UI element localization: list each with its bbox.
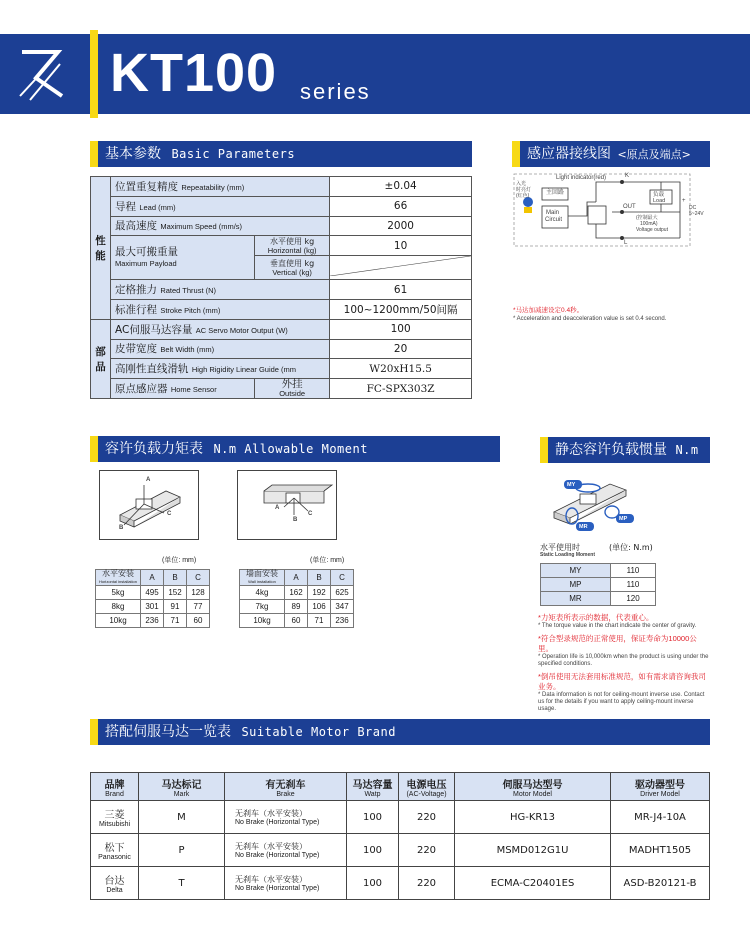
- mark-cell: P: [139, 834, 225, 867]
- param-value-empty: [330, 256, 472, 280]
- diagram-main-en1: Main: [546, 210, 560, 216]
- diagram-voltage-label: Voltage output: [636, 227, 668, 233]
- param-value: 10: [330, 236, 472, 256]
- header-accent-bar: [90, 30, 98, 118]
- brake-cell: 无刹车（水平安装） No Brake (Horizontal Type): [225, 867, 347, 900]
- diagram-light-label: Light indicator(red): [556, 175, 607, 181]
- param-value: 100: [330, 319, 472, 339]
- volt-cell: 220: [399, 867, 455, 900]
- table-row: 7kg 89 106 347: [240, 600, 354, 614]
- watt-cell: 100: [347, 834, 399, 867]
- product-title: KT100: [110, 43, 278, 103]
- table-header: 马达容量 Watp: [347, 773, 399, 801]
- table-header: 伺服马达型号 Motor Model: [455, 773, 611, 801]
- table-row: [91, 379, 472, 399]
- param-label: 高刚性直线滑轨 High Rigidity Linear Guide (mm: [111, 359, 330, 379]
- param-label: 最大可搬重量 Maximum Payload: [111, 236, 255, 280]
- mark-cell: M: [139, 801, 225, 834]
- brand-cell: 松下 Panasonic: [91, 834, 139, 867]
- diagram-b-label: B: [293, 517, 298, 523]
- section-sensor-wiring: [512, 141, 710, 167]
- diagram-input-label: 入光: [516, 181, 527, 187]
- diagram-a-label: A: [146, 477, 151, 483]
- param-label: 标准行程 Stroke Pitch (mm): [111, 299, 330, 319]
- brake-cell: 无刹车（水平安装） No Brake (Horizontal Type): [225, 801, 347, 834]
- table-header: 马达标记 Mark: [139, 773, 225, 801]
- brake-cell: 无刹车（水平安装） No Brake (Horizontal Type): [225, 834, 347, 867]
- table-row: MP 110: [541, 578, 656, 592]
- side-label-performance: 性能: [91, 177, 111, 320]
- static-unit: (单位: N.m): [609, 543, 653, 552]
- sensor-note-en: * Acceleration and deacceleration value is set 0.4 second.: [513, 316, 667, 322]
- note-cn: *力矩表所表示的数据，代表重心。: [538, 613, 654, 622]
- static-notes: [538, 613, 710, 713]
- table-row: [91, 216, 472, 236]
- table-header: 水平安装 Horizontal installation: [96, 570, 141, 586]
- diagram-a-label: A: [275, 505, 280, 511]
- diagram-out-label: OUT: [623, 204, 636, 210]
- volt-cell: 220: [399, 801, 455, 834]
- driver-model-cell: MR-J4-10A: [611, 801, 710, 834]
- table-header: 墙面安装 Wall installation: [240, 570, 285, 586]
- diagram-l-label: L: [624, 240, 628, 246]
- my-label: MY: [567, 482, 576, 488]
- note-en: * The torque value in the chart indicate the center of gravity.: [538, 623, 697, 629]
- mp-label: MP: [619, 516, 628, 522]
- param-value: 20: [330, 339, 472, 359]
- table-row: [91, 867, 710, 900]
- wall-moment-table: [239, 569, 354, 628]
- diagram-input-label-3: (红色): [516, 193, 530, 199]
- section-title-cn: 容许负载力矩表: [105, 441, 203, 457]
- table-header: A: [141, 570, 164, 586]
- table-header: B: [164, 570, 187, 586]
- motor-model-cell: MSMD012G1U: [455, 834, 611, 867]
- sensor-wiring-diagram: [512, 172, 710, 250]
- diagram-load-en: Load: [653, 198, 666, 204]
- table-row: [91, 339, 472, 359]
- table-header: 驱动器型号 Driver Model: [611, 773, 710, 801]
- section-title-cn: 搭配伺服马达一览表: [105, 724, 231, 740]
- param-value: 100~1200mm/50间隔: [330, 299, 472, 319]
- note-cn: *倒吊使用无法套用标准规范，如有需求请咨询我司业务。: [538, 672, 706, 691]
- diagram-main-en2: Circuit: [545, 217, 563, 223]
- product-subtitle: series: [300, 79, 371, 104]
- side-label-parts: 部品: [91, 319, 111, 398]
- static-label-en: Static Loading Moment: [540, 552, 595, 558]
- driver-model-cell: MADHT1505: [611, 834, 710, 867]
- watt-cell: 100: [347, 801, 399, 834]
- table-header: C: [331, 570, 354, 586]
- param-value: 61: [330, 280, 472, 300]
- motor-brand-table: [90, 772, 710, 900]
- table-row: [91, 359, 472, 379]
- table-row: [91, 801, 710, 834]
- section-title-en: N.m: [675, 443, 699, 457]
- motor-model-cell: HG-KR13: [455, 801, 611, 834]
- param-label: 原点感应器 Home Sensor: [111, 379, 255, 399]
- motor-model-cell: ECMA-C20401ES: [455, 867, 611, 900]
- section-static-load: [540, 437, 710, 463]
- diagram-b-label: B: [119, 525, 124, 531]
- param-label: 定格推力 Rated Thrust (N): [111, 280, 330, 300]
- section-subtitle: <原点及端点>: [617, 148, 691, 161]
- param-sublabel: 水平使用 kg Horizontal (kg): [255, 236, 330, 256]
- table-row: [91, 280, 472, 300]
- section-basic-parameters: [90, 141, 472, 167]
- diagram-max-label: (控制最大: [636, 215, 658, 221]
- param-sublabel: 垂直使用 kg Vertical (kg): [255, 256, 330, 280]
- param-label: 最高速度 Maximum Speed (mm/s): [111, 216, 330, 236]
- diagram-k-label: K: [625, 173, 630, 179]
- param-value: W20xH15.5: [330, 359, 472, 379]
- section-title-cn: 基本参数: [105, 146, 161, 162]
- static-load-table: [540, 563, 656, 606]
- param-label: 导程 Lead (mm): [111, 196, 330, 216]
- horizontal-unit-label: (单位: mm): [162, 557, 197, 564]
- watt-cell: 100: [347, 867, 399, 900]
- param-value: 2000: [330, 216, 472, 236]
- diagram-max-ma: 100mA): [640, 221, 658, 227]
- brand-logo: [0, 34, 88, 114]
- table-header-row: [91, 773, 710, 801]
- brand-cell: 台达 Delta: [91, 867, 139, 900]
- diagram-c-label: C: [308, 511, 313, 517]
- section-allowable-moment: [90, 436, 500, 462]
- wall-moment-diagram: [237, 470, 337, 540]
- diagram-dc-label: DC: [689, 205, 697, 211]
- table-row: 4kg 162 192 625: [240, 586, 354, 600]
- section-title-en: Basic Parameters: [171, 147, 296, 161]
- driver-model-cell: ASD-B20121-B: [611, 867, 710, 900]
- table-header: B: [308, 570, 331, 586]
- table-row: 10kg 236 71 60: [96, 614, 210, 628]
- table-row: MY 110: [541, 564, 656, 578]
- section-title-cn: 感应器接线图: [527, 146, 611, 162]
- section-title-en: Suitable Motor Brand: [241, 725, 396, 739]
- table-header: A: [285, 570, 308, 586]
- diagram-input-label-2: 时亮灯: [516, 187, 532, 193]
- table-row: [91, 236, 472, 256]
- static-label-cn: 水平使用时: [540, 543, 580, 552]
- table-row: [91, 299, 472, 319]
- horizontal-moment-diagram: [99, 470, 199, 540]
- section-title-cn: 静态容许负载惯量: [555, 442, 667, 458]
- diagram-main-cn: 主回路: [546, 190, 565, 196]
- table-row: [91, 177, 472, 197]
- diagram-plus-label: +: [682, 198, 686, 204]
- section-motor-brand: [90, 719, 710, 745]
- table-header: 有无刹车 Brake: [225, 773, 347, 801]
- table-row: [91, 196, 472, 216]
- param-label: 皮带宽度 Belt Width (mm): [111, 339, 330, 359]
- table-header: 品牌 Brand: [91, 773, 139, 801]
- horizontal-moment-table: [95, 569, 210, 628]
- sensor-note-cn: *马达加减速设定0.4秒。: [513, 307, 584, 314]
- note-en: * Data information is not for ceiling-mount inverse use. Contact us for the details if you want to apply ceiling-mount inverse usage.: [538, 692, 705, 712]
- table-row: [91, 834, 710, 867]
- brand-cell: 三菱 Mitsubishi: [91, 801, 139, 834]
- mark-cell: T: [139, 867, 225, 900]
- param-value: ±0.04: [330, 177, 472, 197]
- table-row: 10kg 60 71 236: [240, 614, 354, 628]
- diagram-dc-voltage: 5~24V: [689, 211, 704, 217]
- basic-parameters-table: [90, 176, 472, 399]
- table-header: C: [187, 570, 210, 586]
- static-moment-diagram: [540, 472, 650, 532]
- note-cn: *符合型录规范的正常使用，保证寿命为10000公里。: [538, 634, 697, 653]
- param-value: FC-SPX303Z: [330, 379, 472, 399]
- table-row: 8kg 301 91 77: [96, 600, 210, 614]
- mr-label: MR: [579, 524, 588, 530]
- table-row: MR 120: [541, 592, 656, 606]
- diagram-c-label: C: [167, 511, 172, 517]
- table-header: 电源电压 (AC-Voltage): [399, 773, 455, 801]
- wall-unit-label: (单位: mm): [310, 557, 345, 564]
- param-value: 66: [330, 196, 472, 216]
- param-sublabel: 外挂 Outside: [255, 379, 330, 399]
- table-row: [91, 319, 472, 339]
- table-row: 5kg 495 152 128: [96, 586, 210, 600]
- param-label: AC伺服马达容量 AC Servo Motor Output (W): [111, 319, 330, 339]
- diagram-load-cn: 负载: [653, 192, 665, 198]
- section-title-en: N.m Allowable Moment: [213, 442, 368, 456]
- param-label: 位置重复精度 Repeatability (mm): [111, 177, 330, 197]
- volt-cell: 220: [399, 834, 455, 867]
- note-en: * Operation life is 10,000km when the product is using under the specified conditions.: [538, 654, 709, 667]
